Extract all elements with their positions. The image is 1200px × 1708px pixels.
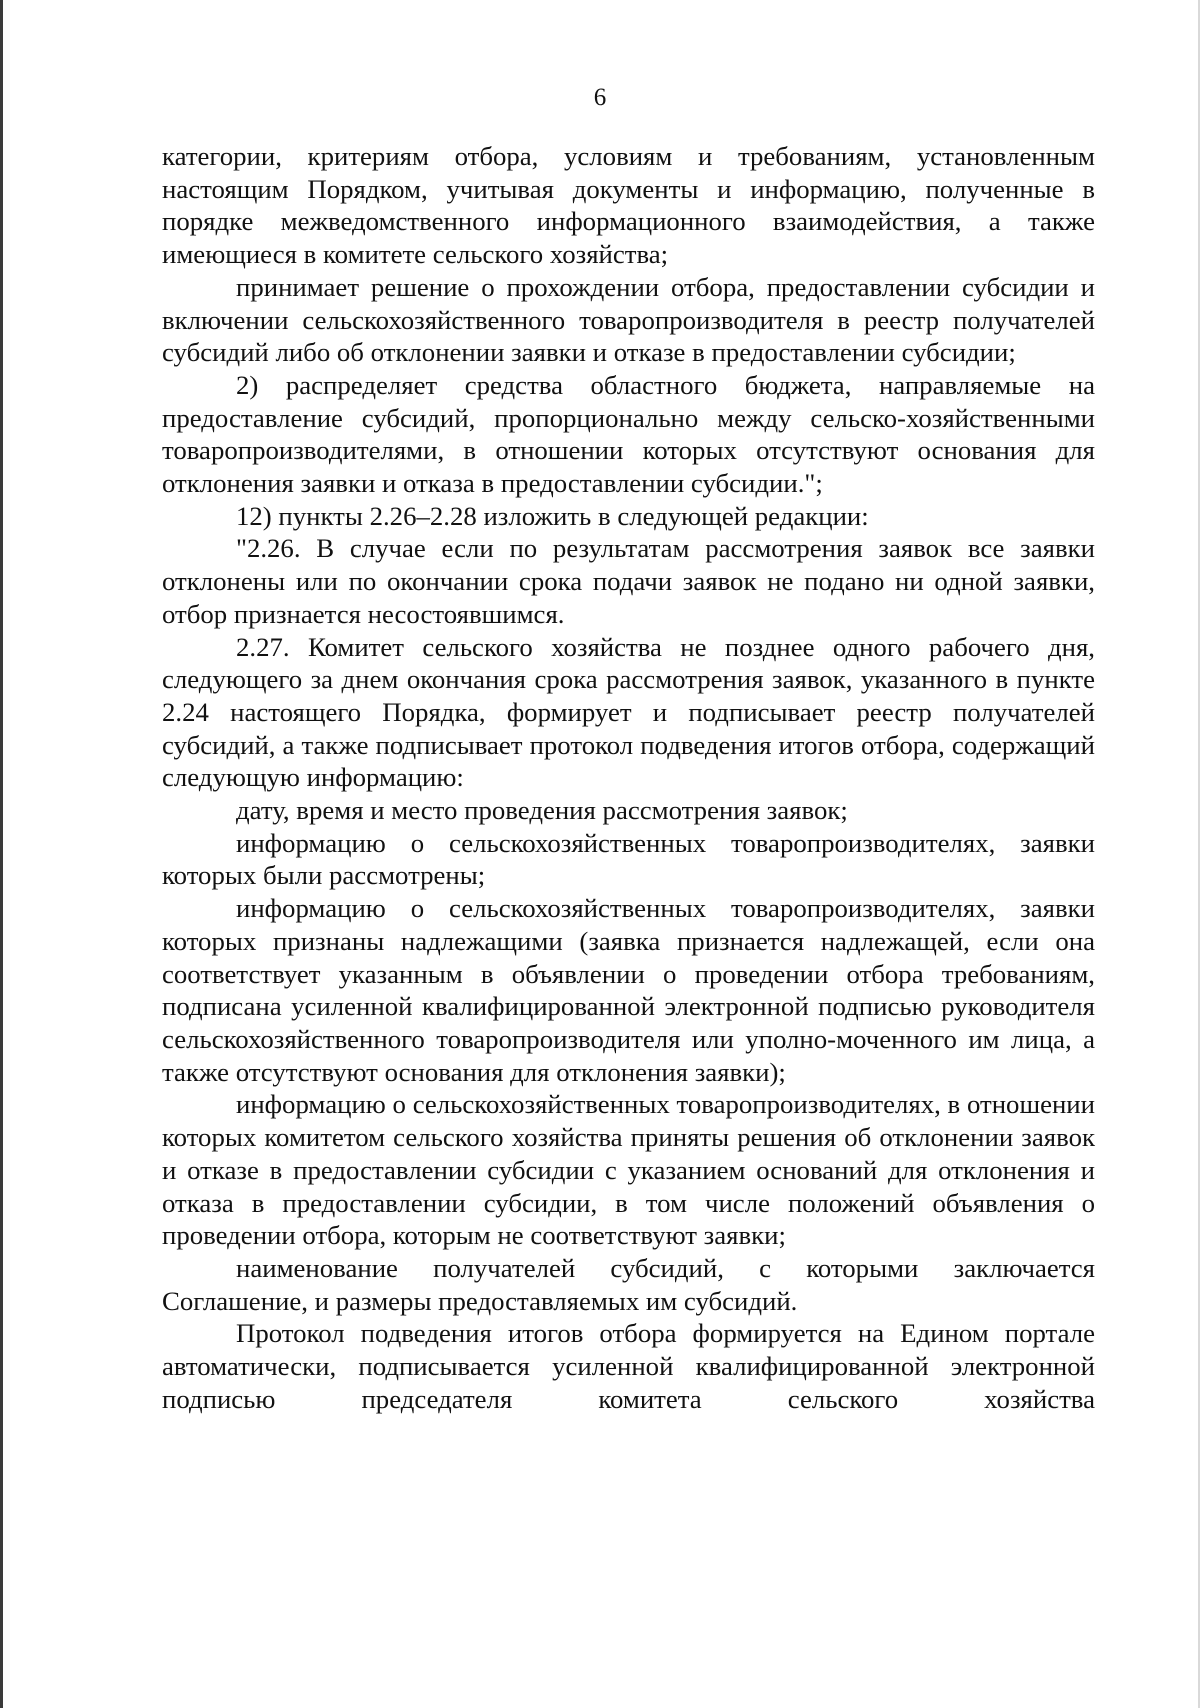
paragraph-distribution: 2) распределяет средства областного бюджета, направляемые на предоставление субсидий, пропорционально между сельско-хозяйственными товаропроизводителями, в отношении которых отсутствуют основания для отклонения заявки и отказа в предоставлении субсидии."; xyxy=(162,369,1095,499)
paragraph-2-26: "2.26. В случае если по результатам рассмотрения заявок все заявки отклонены или по окончании срока подачи заявок не подано ни одной заявки, отбор признается несостоявшимся. xyxy=(162,533,1095,629)
paragraph-info-rejected: информацию о сельскохозяйственных товаропроизводителях, в отношении которых комитетом сельского хозяйства приняты решения об отклонении заявок и отказе в предоставлении субсидии с указанием оснований для отклонения и отказа в предоставлении субсидии, в том числе положений объявления о проведении отбора, которым не соответствуют заявки; xyxy=(162,1089,1095,1251)
paragraph-item-12: 12) пункты 2.26–2.28 изложить в следующей редакции: xyxy=(236,500,869,531)
paragraph-decision: принимает решение о прохождении отбора, предоставлении субсидии и включении сельскохозяйственного товаропроизводителя в реестр получателей субсидий либо об отклонении заявки и отказе в предоставлении субсидии; xyxy=(162,271,1095,368)
paragraph-info-proper: информацию о сельскохозяйственных товаропроизводителях, заявки которых признаны надлежащими (заявка признается надлежащей, если она соответствует указанным в объявлении о проведении отбора требованиям, подписана усиленной квалифицированной электронной подписью руководителя сельскохозяйственного товаропроизводителя или уполно-моченного им лица, а также отсутствуют основания для отклонения заявки); xyxy=(162,893,1095,1087)
paragraph-protocol: Протокол подведения итогов отбора формируется на Едином портале автоматически, подписывается усиленной квалифицированной электронной подписью председателя комитета сельского хозяйства xyxy=(162,1318,1095,1414)
paragraph-criteria: категории, критериям отбора, условиям и требованиям, установленным настоящим Порядком, учитывая документы и информацию, полученные в порядке межведомственного информационного взаимодействия, а также имеющиеся в комитете сельского хозяйства; xyxy=(162,141,1095,270)
page-number: 6 xyxy=(593,84,607,111)
scan-edge-left xyxy=(0,0,3,1708)
document-body xyxy=(162,140,1095,1415)
paragraph-date-time-place: дату, время и место проведения рассмотрения заявок; xyxy=(236,795,848,826)
paragraph-recipients: наименование получателей субсидий, с которыми заключается Соглашение, и размеры предоставляемых им субсидий. xyxy=(162,1252,1095,1316)
paragraph-2-27: 2.27. Комитет сельского хозяйства не позднее одного рабочего дня, следующего за днем окончания срока рассмотрения заявок, указанного в пункте 2.24 настоящего Порядка, формирует и подписывает реестр получателей субсидий, а также подписывает протокол подведения итогов отбора, содержащий следующую информацию: xyxy=(162,631,1095,793)
paragraph-info-reviewed: информацию о сельскохозяйственных товаропроизводителях, заявки которых были рассмотрены; xyxy=(162,827,1095,891)
